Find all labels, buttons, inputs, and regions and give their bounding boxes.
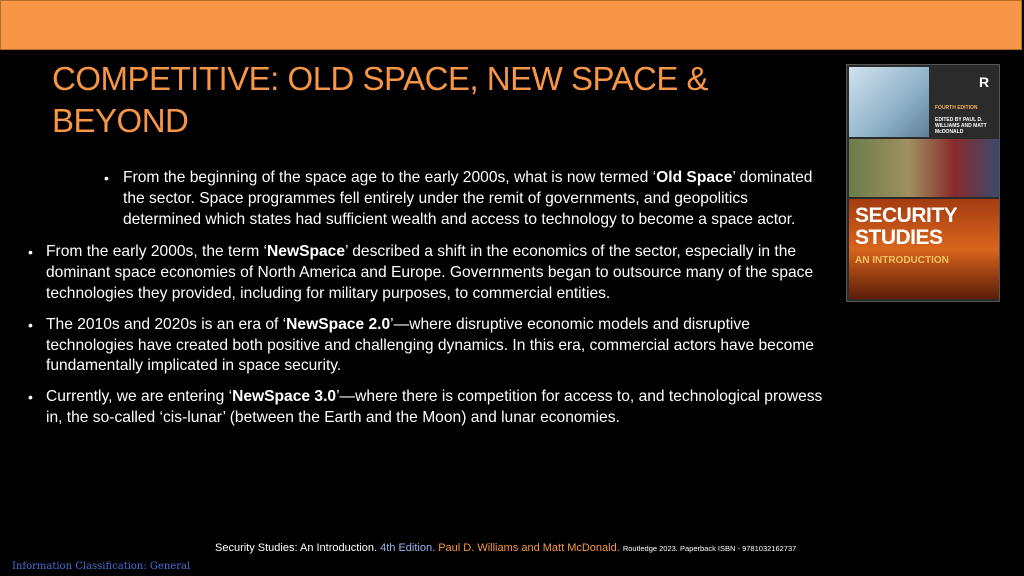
book-editors: EDITED BY PAUL D. WILLIAMS AND MATT McDONALD (935, 117, 987, 135)
citation-edition: 4th Edition. (380, 542, 436, 554)
bullet-term: Old Space (656, 169, 733, 186)
citation-details: Routledge 2023. Paperback ISBN - 9781032162737 (622, 544, 797, 553)
bullet-text: ’ described a shift in the economics of the sector, especially in the dominant space economies of North America and Europe. Governments began to outsource many of the space technologies they provided, including for military purposes, to commercial entities. (46, 243, 814, 302)
book-title (855, 205, 957, 249)
bullet-marker: • (28, 389, 33, 406)
bullet-text: Currently, we are entering ‘ (46, 388, 233, 406)
bullet-list (0, 168, 830, 429)
bullet-text: From the beginning of the space age to the early 2000s, what is now termed ‘ (123, 169, 657, 186)
bullet-text: ’—where there is competition for access to, and technological prowess in, the so-called ‘cis-lunar’ (between the Earth and the Moon) and lunar economies. (46, 388, 823, 426)
citation-authors: Paul D. Williams and Matt McDonald. (438, 542, 620, 554)
bullet-marker: • (28, 244, 33, 261)
cover-photo-summit (849, 139, 999, 197)
bullet-text: The 2010s and 2020s is an era of ‘ (46, 315, 287, 333)
bullet-marker: • (28, 316, 33, 333)
bullet-term: NewSpace 2.0 (286, 315, 391, 333)
book-subtitle: AN INTRODUCTION (855, 255, 949, 266)
bullet-term: NewSpace 3.0 (232, 388, 337, 406)
book-cover-image (846, 64, 1000, 302)
bullet-text: ’—where disruptive economic models and disruptive technologies have created both positive and challenging dynamics. In this era, commercial actors have become fundamentally implicated in space security. (46, 315, 814, 375)
slide-title: COMPETITIVE: OLD SPACE, NEW SPACE & BEYOND (52, 60, 709, 139)
header-bar (0, 0, 1022, 50)
book-edition: FOURTH EDITION (935, 105, 978, 111)
book-citation (215, 542, 796, 554)
bullet-term: NewSpace (267, 243, 346, 261)
bullet-old-space (0, 168, 830, 230)
cover-photo-medical (849, 67, 929, 137)
bullet-newspace-2 (0, 315, 830, 377)
bullet-text: ’ dominated the sector. Space programmes fell entirely under the remit of governments, and geopolitics determined which states had sufficient wealth and access to technology to become a space actor. (123, 169, 813, 228)
book-title-line1: SECURITY (855, 204, 958, 227)
bullet-text: From the early 2000s, the term ‘ (46, 243, 268, 261)
classification-label: Information Classification: General (12, 561, 191, 572)
bullet-marker: • (104, 170, 109, 186)
book-title-line2: STUDIES (855, 226, 943, 249)
publisher-logo: R (978, 74, 990, 90)
bullet-newspace (0, 242, 830, 304)
citation-title: Security Studies: An Introduction. (215, 542, 378, 554)
bullet-newspace-3 (0, 387, 830, 429)
